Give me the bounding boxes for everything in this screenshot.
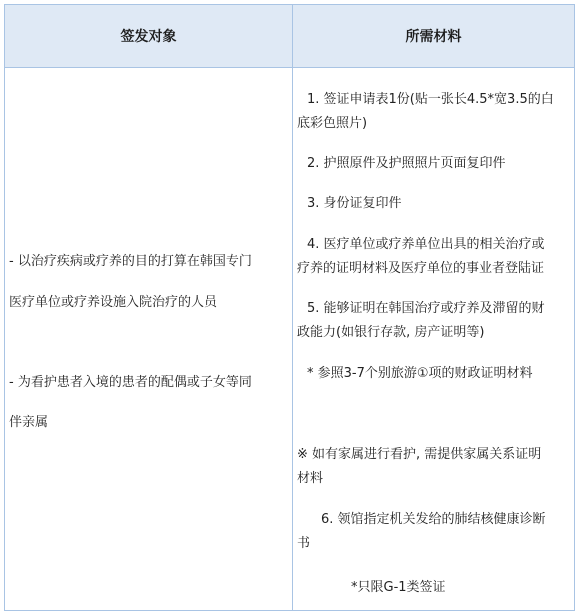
target-line-3: - 为看护患者入境的患者的配偶或子女等同 [9,375,252,390]
column-divider [292,5,293,610]
material-line-5: 4. 医疗单位或疗养单位出具的相关治疗或 [307,237,545,252]
material-line-7: 5. 能够证明在韩国治疗或疗养及滞留的财 [307,301,545,316]
material-line-10: ※ 如有家属进行看护, 需提供家属关系证明 [297,447,542,462]
material-line-13: 书 [297,536,311,551]
material-line-1: 1. 签证申请表1份(贴一张长4.5*宽3.5的白 [307,92,554,107]
visa-requirements-table [4,4,575,611]
header-issue-target: 签发对象 [120,29,177,45]
material-line-4: 3. 身份证复印件 [307,196,402,211]
header-required-materials: 所需材料 [405,29,462,45]
material-line-6: 疗养的证明材料及医疗单位的事业者登陆证 [297,261,545,276]
material-line-12: 6. 领馆指定机关发给的肺结核健康诊断 [321,512,546,527]
material-line-8: 政能力(如银行存款, 房产证明等) [297,325,485,340]
material-line-11: 材料 [297,471,324,486]
material-line-2: 底彩色照片) [297,116,368,131]
material-line-3: 2. 护照原件及护照照片页面复印件 [307,156,506,171]
table-header [5,5,574,68]
target-line-4: 伴亲属 [9,415,49,430]
material-line-14: *只限G-1类签证 [351,580,446,595]
material-line-9: * 参照3-7个别旅游①项的财政证明材料 [307,366,533,381]
target-line-2: 医疗单位或疗养设施入院治疗的人员 [9,295,218,310]
target-line-1: - 以治疗疾病或疗养的目的打算在韩国专门 [9,254,252,269]
